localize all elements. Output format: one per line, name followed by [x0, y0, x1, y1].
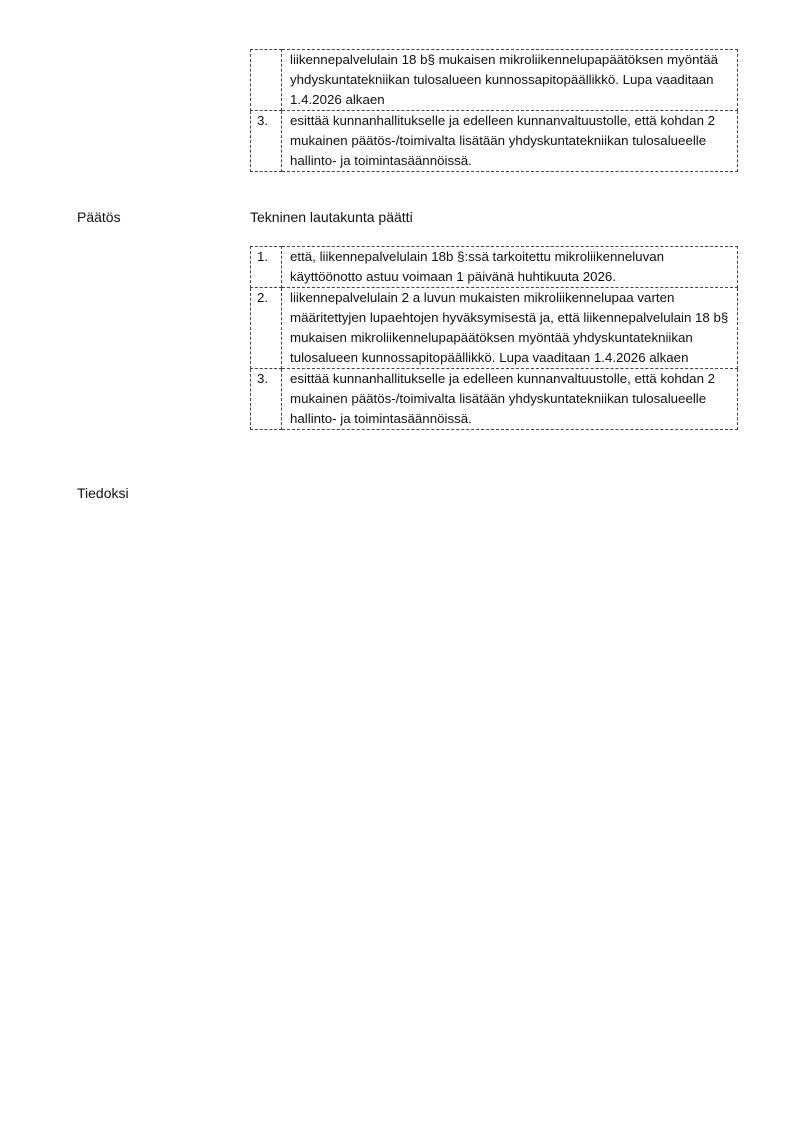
decision-heading: Tekninen lautakunta päätti — [250, 209, 413, 225]
item-text: esittää kunnanhallitukselle ja edelleen kunnanvaltuustolle, että kohdan 2 mukainen päätös-/toimivalta lisätään yhdyskuntatekniikan tulosalueelle hallinto- ja toimintasäännöissä. — [282, 111, 738, 172]
item-number: 3. — [251, 111, 282, 172]
item-text: liikennepalvelulain 2 a luvun mukaisten mikroliikennelupaa varten määritettyjen lupaehtojen hyväksymisestä ja, että liikennepalvelulain 18 b§ mukaisen mikroliikennelupapäätöksen myöntää yhdyskuntatekniikan tulosalueen kunnossapitopäällikkö. Lupa vaaditaan 1.4.2026 alkaen — [282, 288, 738, 369]
table-row — [251, 369, 738, 430]
table-row — [251, 288, 738, 369]
item-number — [251, 50, 282, 111]
table-row — [251, 111, 738, 172]
item-number: 3. — [251, 369, 282, 430]
decision-table — [250, 246, 738, 430]
item-number: 2. — [251, 288, 282, 369]
table-row — [251, 50, 738, 111]
item-text: liikennepalvelulain 18 b§ mukaisen mikroliikennelupapäätöksen myöntää yhdyskuntatekniikan tulosalueen kunnossapitopäällikkö. Lupa vaaditaan 1.4.2026 alkaen — [282, 50, 738, 111]
continued-proposal-table — [250, 49, 738, 172]
item-text: esittää kunnanhallitukselle ja edelleen kunnanvaltuustolle, että kohdan 2 mukainen päätös-/toimivalta lisätään yhdyskuntatekniikan tulosalueelle hallinto- ja toimintasäännöissä. — [282, 369, 738, 430]
item-number: 1. — [251, 247, 282, 288]
info-label: Tiedoksi — [77, 485, 129, 501]
item-text: että, liikennepalvelulain 18b §:ssä tarkoitettu mikroliikenneluvan käyttöönotto astuu voimaan 1 päivänä huhtikuuta 2026. — [282, 247, 738, 288]
table-row — [251, 247, 738, 288]
decision-label: Päätös — [77, 209, 121, 225]
